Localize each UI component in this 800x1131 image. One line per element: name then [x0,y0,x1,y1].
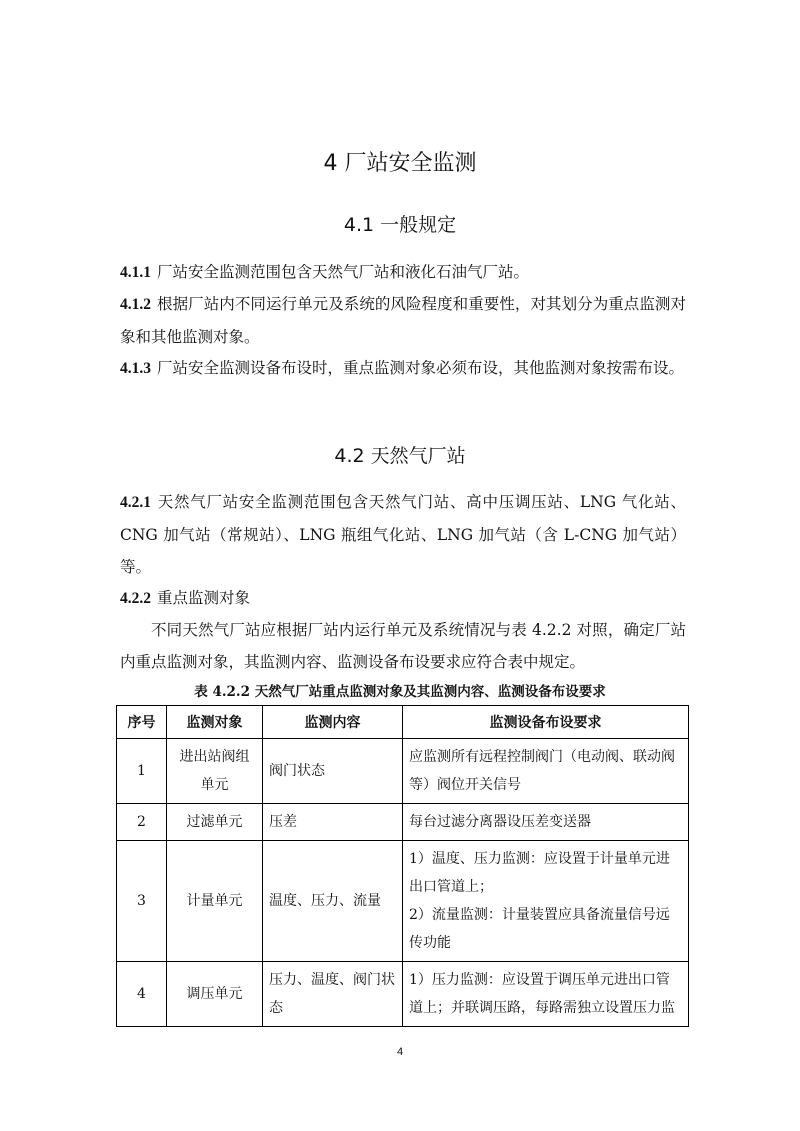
cell-requirement: 应监测所有远程控制阀门（电动阀、联动阀等）阀位开关信号 [403,739,689,804]
clause-number: 4.1.1 [120,264,151,281]
table-row [117,804,689,841]
cell-content: 压力、温度、阀门状态 [263,962,403,1027]
clause-number: 4.2.1 [120,494,151,511]
cell-no: 4 [117,962,167,1027]
clause-number: 4.1.2 [120,296,151,313]
cell-content: 阀门状态 [263,739,403,804]
requirement-item: 1）温度、压力监测：应设置于计量单元进出口管道上； [409,851,670,895]
requirement-item: 2）流量监测：计量装置应具备流量信号远传功能 [409,907,670,951]
clause-text: 天然气厂站安全监测范围包含天然气门站、高中压调压站、LNG 气化站、CNG 加气站（常规站）、LNG 瓶组气化站、LNG 加气站（含 L-CNG 加气站）等。 [120,493,686,576]
clause-4-2-1 [120,486,686,583]
section-title-4-1: 4.1 一般规定 [343,214,457,236]
header-requirement: 监测设备布设要求 [403,706,689,739]
cell-content: 压差 [263,804,403,841]
body-paragraph: 不同天然气厂站应根据厂站内运行单元及系统情况与表 4.2.2 对照，确定厂站内重点监测对象，其监测内容、监测设备布设要求应符合表中规定。 [120,621,686,671]
cell-requirement [403,841,689,962]
header-content: 监测内容 [263,706,403,739]
clause-text: 厂站安全监测设备布设时，重点监测对象必须布设，其他监测对象按需布设。 [157,359,685,377]
header-object: 监测对象 [167,706,263,739]
cell-no: 2 [117,804,167,841]
table-row [117,962,689,1027]
cell-object: 计量单元 [167,841,263,962]
clause-4-1-3 [120,352,686,385]
clause-4-1-1 [120,256,686,289]
section-title-4-2: 4.2 天然气厂站 [334,445,466,467]
monitoring-requirements-table [116,705,689,1027]
table-header-row [117,706,689,739]
clause-number: 4.2.2 [120,590,151,607]
clause-text: 厂站安全监测范围包含天然气厂站和液化石油气厂站。 [157,263,530,281]
clause-text: 根据厂站内不同运行单元及系统的风险程度和重要性，对其划分为重点监测对象和其他监测对象。 [120,295,686,346]
cell-object: 调压单元 [167,962,263,1027]
cell-no: 1 [117,739,167,804]
table-row [117,739,689,804]
cell-requirement: 每台过滤分离器设压差变送器 [403,804,689,841]
cell-requirement: 1）压力监测：应设置于调压单元进出口管道上；并联调压路，每路需独立设置压力监 [403,962,689,1027]
cell-no: 3 [117,841,167,962]
clause-number: 4.1.3 [120,360,151,377]
clause-text: 重点监测对象 [157,589,251,607]
cell-content: 温度、压力、流量 [263,841,403,962]
table-row [117,841,689,962]
clause-4-1-2 [120,288,686,353]
cell-object: 过滤单元 [167,804,263,841]
chapter-title: 4 厂站安全监测 [323,151,477,176]
table-caption: 表 4.2.2 天然气厂站重点监测对象及其监测内容、监测设备布设要求 [194,684,606,700]
header-no: 序号 [117,706,167,739]
clause-4-2-2 [120,582,686,615]
page-number: 4 [396,1046,404,1058]
cell-object: 进出站阀组单元 [167,739,263,804]
